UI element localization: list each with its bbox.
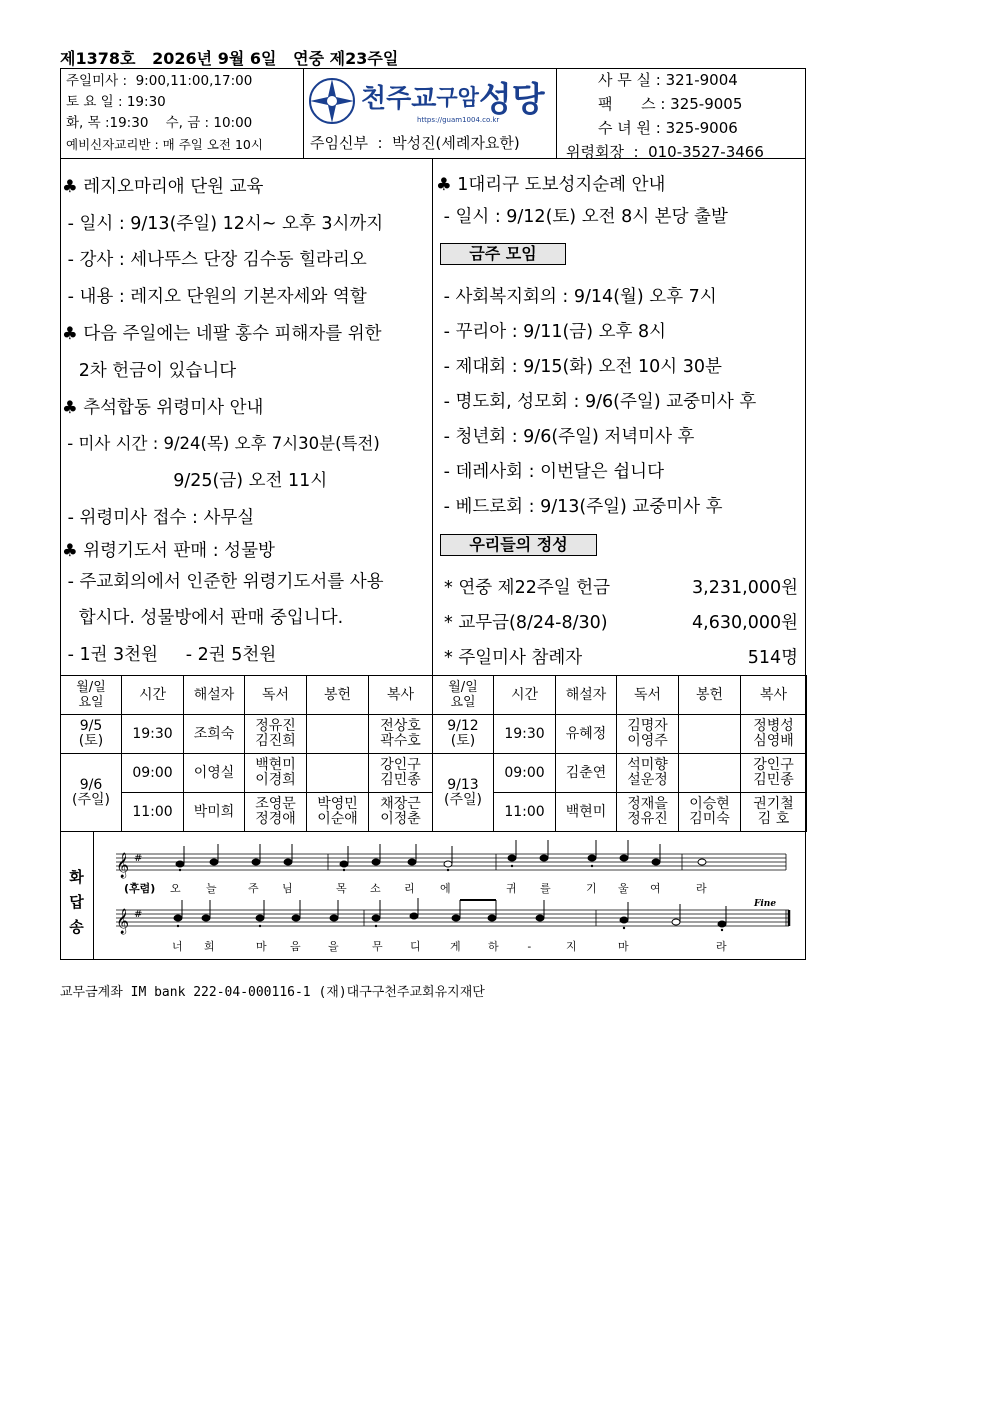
- psalm-label-char: 답: [69, 893, 84, 911]
- lyrics-line-2: [172, 939, 727, 953]
- svg-text:𝄞: 𝄞: [116, 853, 130, 878]
- cross-emblem-icon: [307, 76, 357, 126]
- music-staff: [96, 832, 806, 960]
- server-cell: 권기철 김 호: [741, 793, 807, 832]
- header-cell: 시간: [494, 676, 556, 715]
- contact-convent: 수 녀 원 : 325-9006: [598, 119, 738, 137]
- parish-name: [361, 72, 545, 121]
- meeting-item: - 베드로회 : 9/13(주일) 교중미사 후: [438, 497, 723, 517]
- lyric-syllable: 하: [488, 940, 499, 953]
- offering-item-label: * 교무금(8/24-8/30): [444, 613, 608, 633]
- time-cell: 09:00: [122, 754, 184, 793]
- refrain-marker: (후렴): [124, 882, 156, 895]
- reading-cell: 백현미 이경희: [245, 754, 307, 793]
- contact-info: [558, 68, 806, 164]
- mass-time-line: 화, 목 :19:30 수, 금 : 10:00: [66, 115, 253, 131]
- responsorial-psalm: [60, 832, 806, 960]
- mass-time-line: 주일미사 : 9:00,11:00,17:00: [66, 73, 253, 89]
- notice-line: - 1권 3천원 - 2권 5천원: [62, 645, 277, 665]
- lyric-syllable: 지: [566, 940, 577, 953]
- header-divider-right: [556, 68, 557, 158]
- column-divider: [432, 158, 433, 675]
- offering-label: 우리들의 정성: [440, 534, 597, 556]
- notice-line: - 주교회의에서 인준한 위령기도서를 사용: [62, 572, 384, 592]
- svg-text:#: #: [134, 909, 143, 920]
- header-cell: 시간: [122, 676, 184, 715]
- header-cell: 독서: [617, 676, 679, 715]
- lyric-syllable: -: [526, 940, 533, 953]
- mass-time-line: 예비신자교리반 : 매 주일 오전 10시: [66, 137, 263, 152]
- reading-cell: 김명자 이영주: [617, 715, 679, 754]
- commentator-cell: 김춘연: [556, 754, 617, 793]
- offering-item-value: 4,630,000원: [692, 613, 798, 633]
- meeting-item: - 명도회, 성모회 : 9/6(주일) 교중미사 후: [438, 392, 757, 412]
- server-cell: 강인구 김민종: [741, 754, 807, 793]
- commentator-cell: 이영실: [184, 754, 245, 793]
- contact-fax: 팩 스 : 325-9005: [598, 95, 743, 113]
- issue-title: 제1378호 2026년 9월 6일 연중 제23주일: [60, 49, 399, 68]
- server-cell: 정병성 심영배: [741, 715, 807, 754]
- header-cell: 해설자: [184, 676, 245, 715]
- header-cell: 봉헌: [679, 676, 741, 715]
- notice-line: 9/25(금) 오전 11시: [62, 471, 328, 491]
- time-cell: 19:30: [494, 715, 556, 754]
- psalm-label-char: 송: [69, 918, 84, 936]
- lyric-syllable: 음: [290, 940, 301, 953]
- reading-cell: 정재을 정유진: [617, 793, 679, 832]
- svg-text:𝄞: 𝄞: [116, 909, 130, 934]
- lyric-syllable: 목: [336, 882, 349, 895]
- date-cell: 9/12 (토): [433, 715, 494, 754]
- table-header-row: [61, 676, 807, 715]
- parish-website: https://guam1004.co.kr: [417, 116, 500, 124]
- table-row: [61, 715, 807, 754]
- table-row: [61, 754, 807, 793]
- lyric-syllable: 여: [650, 882, 663, 895]
- reading-cell: 석미향 설운정: [617, 754, 679, 793]
- header-cell: 월/일 요일: [61, 676, 122, 715]
- lyric-syllable: 님: [282, 882, 295, 895]
- time-cell: 11:00: [122, 793, 184, 832]
- header-cell: 독서: [245, 676, 307, 715]
- commentator-cell: 유혜정: [556, 715, 617, 754]
- pilgrimage-title: ♣ 1대리구 도보성지순례 안내: [436, 175, 666, 195]
- parish-name-suffix: 성당: [478, 80, 545, 120]
- time-cell: 09:00: [494, 754, 556, 793]
- time-cell: 11:00: [494, 793, 556, 832]
- lyric-syllable: 에: [440, 882, 453, 895]
- meeting-item: - 제대회 : 9/15(화) 오전 10시 30분: [438, 357, 722, 377]
- notice-line: - 강사 : 세나뚜스 단장 김수동 힐라리오: [62, 250, 367, 270]
- reading-cell: 정유진 김진희: [245, 715, 307, 754]
- server-cell: 채장근 이정춘: [369, 793, 433, 832]
- lyric-syllable: 마: [618, 940, 629, 953]
- offering-cell: [679, 754, 741, 793]
- contact-memorial-head: 위령회장 : 010-3527-3466: [566, 143, 764, 161]
- commentator-cell: 조희숙: [184, 715, 245, 754]
- lyric-syllable: 리: [404, 882, 417, 895]
- offering-cell: [679, 715, 741, 754]
- commentator-cell: 박미희: [184, 793, 245, 832]
- svg-text:#: #: [134, 853, 143, 864]
- lyric-syllable: 너: [172, 940, 183, 953]
- pilgrimage-detail: - 일시 : 9/12(토) 오전 8시 본당 출발: [438, 207, 728, 227]
- psalm-label-char: 화: [69, 868, 84, 886]
- lyric-syllable: 기: [586, 882, 599, 895]
- parish-name-main: 구암: [436, 86, 479, 111]
- account-footer: 교무금계좌 IM bank 222-04-000116-1 (재)대구구천주교회유지재단: [60, 985, 485, 1000]
- offering-item-value: 514명: [747, 648, 798, 668]
- lyric-syllable: 디: [410, 940, 421, 953]
- lyric-syllable: 마: [256, 940, 267, 953]
- notice-line: - 위령미사 접수 : 사무실: [62, 508, 255, 528]
- meetings-label: 금주 모임: [440, 243, 566, 265]
- notice-line: ♣ 다음 주일에는 네팔 홍수 피해자를 위한: [62, 324, 382, 344]
- ministry-schedule-table: [60, 675, 807, 832]
- lyric-syllable: 라: [716, 940, 727, 953]
- mass-time-line: 토 요 일 : 19:30: [66, 94, 166, 110]
- lyric-syllable: 늘: [206, 882, 219, 895]
- server-cell: 전상호 곽수호: [369, 715, 433, 754]
- notice-line: ♣ 위령기도서 판매 : 성물방: [62, 541, 275, 561]
- lyric-syllable: 을: [328, 940, 339, 953]
- offering-cell: 이승현 김미숙: [679, 793, 741, 832]
- offering-cell: 박영민 이순애: [307, 793, 369, 832]
- header-cell: 봉헌: [307, 676, 369, 715]
- date-cell: 9/13 (주일): [433, 754, 494, 832]
- offering-cell: [307, 754, 369, 793]
- header-cell: 월/일 요일: [433, 676, 494, 715]
- psalm-label: [60, 832, 94, 960]
- lyric-syllable: 무: [372, 940, 383, 953]
- offering-item-label: * 연중 제22주일 헌금: [444, 578, 611, 598]
- meeting-item: - 데레사회 : 이번달은 쉽니다: [438, 462, 664, 482]
- notice-line: 2차 헌금이 있습니다: [62, 361, 237, 381]
- header-cell: 복사: [369, 676, 433, 715]
- header-cell: 해설자: [556, 676, 617, 715]
- contact-office: 사 무 실 : 321-9004: [598, 71, 738, 89]
- lyric-syllable: 게: [450, 940, 461, 953]
- lyric-syllable: 오: [170, 882, 183, 895]
- notice-line: - 내용 : 레지오 단원의 기본자세와 역할: [62, 287, 367, 307]
- reading-cell: 조영문 정경애: [245, 793, 307, 832]
- pastor-name: 주임신부 : 박성진(세례자요한): [310, 134, 520, 152]
- header-divider-left: [303, 68, 304, 158]
- offering-cell: [307, 715, 369, 754]
- notice-line: 합시다. 성물방에서 판매 중입니다.: [62, 608, 344, 628]
- fine-marker: Fine: [754, 899, 777, 909]
- date-cell: 9/5 (토): [61, 715, 122, 754]
- offering-item-label: * 주일미사 참례자: [444, 648, 583, 668]
- meeting-item: - 사회복지회의 : 9/14(월) 오후 7시: [438, 287, 717, 307]
- lyrics-line-1: [170, 881, 709, 895]
- offering-item-value: 3,231,000원: [692, 578, 798, 598]
- parish-name-prefix: 천주교: [361, 84, 437, 114]
- lyric-syllable: 희: [204, 940, 215, 953]
- notice-line: ♣ 추석합동 위령미사 안내: [62, 398, 264, 418]
- mass-times: [60, 68, 303, 158]
- header-cell: 복사: [741, 676, 807, 715]
- lyric-syllable: 소: [370, 882, 383, 895]
- lyric-syllable: 주: [248, 882, 261, 895]
- parish-logo: [305, 72, 555, 130]
- lyric-syllable: 라: [696, 882, 709, 895]
- notice-line: - 일시 : 9/13(주일) 12시~ 오후 3시까지: [62, 214, 384, 234]
- commentator-cell: 백현미: [556, 793, 617, 832]
- meeting-item: - 꾸리아 : 9/11(금) 오후 8시: [438, 322, 667, 342]
- time-cell: 19:30: [122, 715, 184, 754]
- notice-line: ♣ 레지오마리애 단원 교육: [62, 177, 264, 197]
- notice-line: - 미사 시간 : 9/24(목) 오후 7시30분(특전): [62, 434, 380, 453]
- lyric-syllable: 울: [618, 882, 631, 895]
- meeting-item: - 청년회 : 9/6(주일) 저녁미사 후: [438, 427, 695, 447]
- lyric-syllable: 귀: [506, 882, 519, 895]
- date-cell: 9/6 (주일): [61, 754, 122, 832]
- server-cell: 강인구 김민종: [369, 754, 433, 793]
- lyric-syllable: 를: [540, 882, 553, 895]
